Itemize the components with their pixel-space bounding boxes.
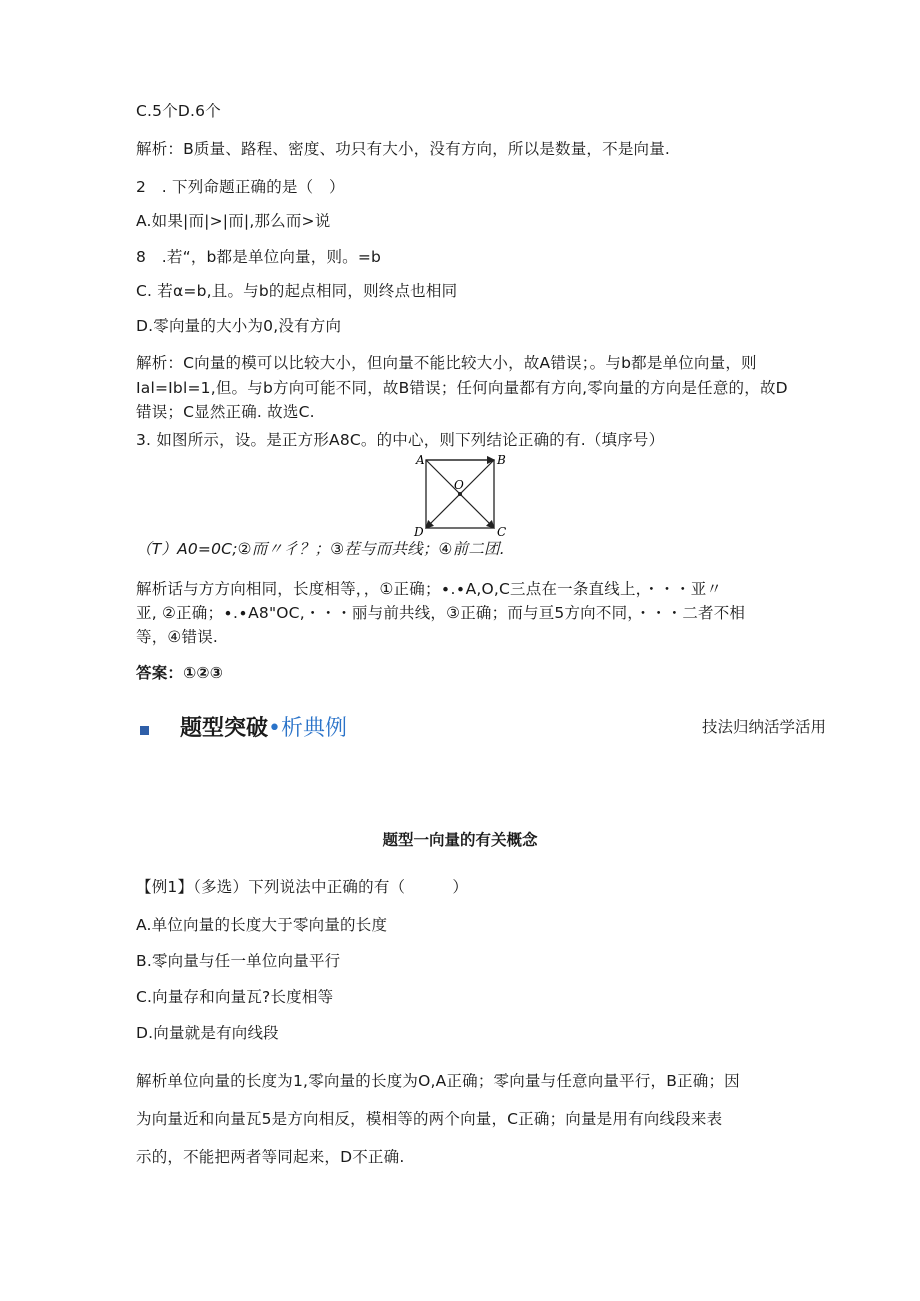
label-d: D: [414, 525, 424, 538]
analysis-line: 示的，不能把两者等同起来，D不正确.: [136, 1148, 405, 1166]
statement-list: （T）A0=0C;②而〃彳？；③茬与而共线；④前二团.: [136, 540, 505, 558]
label-b: B: [497, 453, 506, 467]
section-header: [136, 712, 826, 746]
section-title-main: 题型突破: [180, 716, 269, 741]
option-a: A.如果|而|>|而|,那么而>说: [136, 212, 331, 230]
analysis-line: 等，④错误.: [136, 628, 219, 646]
center-point: [458, 492, 462, 496]
label-o: O: [454, 478, 464, 492]
question-2: 2 . 下列命题正确的是（ ）: [136, 178, 345, 196]
question-3: 3. 如图所示，设。是正方形A8C。的中心，则下列结论正确的有.（填序号）: [136, 431, 665, 449]
analysis-line: Ial=Ibl=1,但。与b方向可能不同，故B错误；任何向量都有方向,零向量的方向是任意的，故D: [136, 379, 788, 397]
option-c: C.向量存和向量瓦?长度相等: [136, 988, 334, 1006]
analysis-line: 错误；C显然正确. 故选C.: [136, 403, 315, 421]
text-line: 解析：B质量、路程、密度、功只有大小，没有方向，所以是数量，不是向量.: [136, 140, 671, 158]
square-figure: [408, 452, 512, 538]
analysis-line: 解析话与方方向相同，长度相等，，①正确；∙.∙A,O,C三点在一条直线上，・・・亚〃: [136, 580, 723, 598]
example-1: 【例1】（多选）下列说法中正确的有（ ）: [136, 878, 469, 896]
label-c: C: [497, 525, 507, 538]
label-a: A: [416, 453, 425, 467]
analysis-line: 亚, ②正确；∙.∙A8"OC,・・・丽与前共线，③正确；而与亘5方向不同，・・・二者不相: [136, 604, 746, 622]
option-c: C. 若α=b,且。与b的起点相同，则终点也相同: [136, 282, 458, 300]
analysis-line: 为向量近和向量瓦5是方向相反，模相等的两个向量，C正确；向量是用有向线段来表: [136, 1110, 723, 1128]
option-b: B.零向量与任一单位向量平行: [136, 952, 341, 970]
text-line: C.5个D.6个: [136, 102, 221, 120]
option-b: 8 .若“，b都是单位向量，则。=b: [136, 248, 382, 266]
section-right-text: 技法归纳活学活用: [701, 718, 826, 736]
option-d: D.零向量的大小为0,没有方向: [136, 317, 342, 335]
section-title: [180, 714, 347, 744]
answer-line: 答案：①②③: [136, 664, 224, 682]
option-a: A.单位向量的长度大于零向量的长度: [136, 916, 388, 934]
topic-title: 题型一向量的有关概念: [382, 831, 538, 849]
section-marker: [140, 726, 149, 735]
analysis-line: 解析单位向量的长度为1,零向量的长度为O,A正确；零向量与任意向量平行，B正确；因: [136, 1072, 740, 1090]
section-title-accent: •析典例: [268, 716, 347, 741]
analysis-line: 解析：C向量的模可以比较大小，但向量不能比较大小，故A错误；。与b都是单位向量，则: [136, 354, 757, 372]
option-d: D.向量就是有向线段: [136, 1024, 279, 1042]
